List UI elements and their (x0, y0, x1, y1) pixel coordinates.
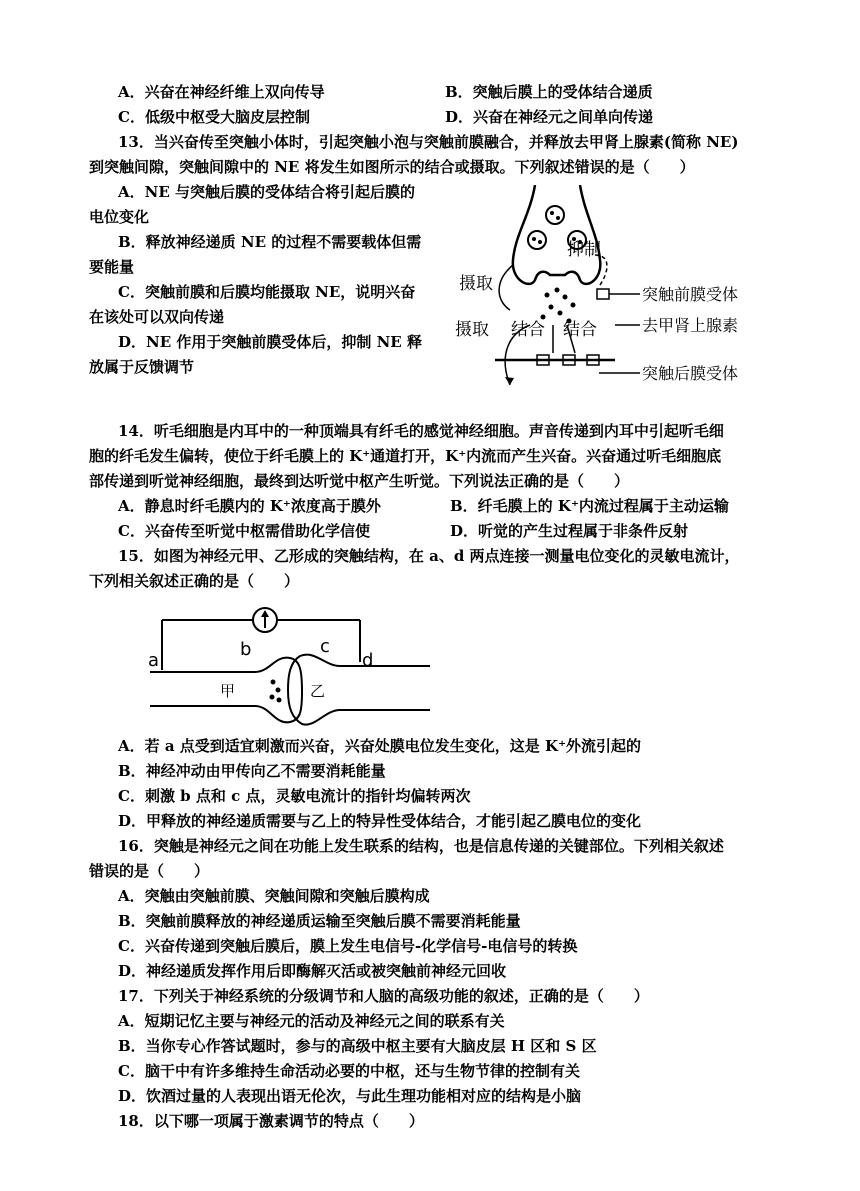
q13-option-b-line-2: 要能量 (89, 258, 135, 276)
q12-option-a: A．兴奋在神经纤维上双向传导 (118, 83, 325, 101)
q14-option-d: D．听觉的产生过程属于非条件反射 (450, 522, 689, 540)
label-pre-receptor: 突触前膜受体 (642, 285, 739, 304)
q13-stem-line-1: 13．当兴奋传至突触小体时，引起突触小泡与突触前膜融合，并释放去甲肾上腺素(简称 NE) (118, 133, 739, 151)
label-jia: 甲 (220, 682, 236, 700)
q14-stem-line-1: 14．听毛细胞是内耳中的一种顶端具有纤毛的感觉神经细胞。声音传递到内耳中引起听毛细 (118, 422, 724, 440)
q13-option-d-line-2: 放属于反馈调节 (89, 358, 195, 376)
q13-option-d-line-1: D．NE 作用于突触前膜受体后，抑制 NE 释 (118, 333, 422, 351)
q14-stem-line-3: 部传递到听觉神经细胞，最终到达听觉中枢产生听觉。下列说法正确的是（ ） (89, 472, 630, 490)
q12-option-b: B．突触后膜上的受体结合递质 (445, 83, 653, 101)
q16-stem-line-1: 16．突触是神经元之间在功能上发生联系的结构，也是信息传递的关键部位。下列相关叙述 (118, 837, 724, 855)
synapse-ne-figure (455, 185, 785, 395)
synapse-galvanometer-figure (140, 600, 440, 730)
q15-option-c: C．刺激 b 点和 c 点，灵敏电流计的指针均偏转两次 (118, 787, 471, 805)
label-yi: 乙 (310, 682, 326, 700)
q12-option-d: D．兴奋在神经元之间单向传递 (445, 108, 654, 126)
q16-option-c: C．兴奋传递到突触后膜后，膜上发生电信号-化学信号-电信号的转换 (118, 937, 578, 955)
label-uptake-2: 摄取 (455, 320, 489, 340)
label-uptake-1: 摄取 (459, 274, 493, 294)
q17-option-c: C．脑干中有许多维持生命活动必要的中枢，还与生物节律的控制有关 (118, 1062, 580, 1080)
label-b: b (240, 639, 252, 660)
q15-option-a: A．若 a 点受到适宜刺激而兴奋，兴奋处膜电位发生变化，这是 K⁺外流引起的 (118, 737, 641, 755)
q15-stem-line-2: 下列相关叙述正确的是（ ） (89, 572, 300, 590)
q14-option-c: C．兴奋传至听觉中枢需借助化学信使 (118, 522, 370, 540)
q15-option-b: B．神经冲动由甲传向乙不需要消耗能量 (118, 762, 386, 780)
label-bind-2: 结合 (563, 320, 597, 340)
label-d: d (362, 650, 374, 671)
label-bind-1: 结合 (511, 320, 545, 340)
label-post-receptor: 突触后膜受体 (642, 364, 739, 383)
q16-option-d: D．神经递质发挥作用后即酶解灭活或被突触前神经元回收 (118, 962, 507, 980)
q13-option-c-line-1: C．突触前膜和后膜均能摄取 NE，说明兴奋 (118, 283, 416, 301)
q18-stem: 18．以下哪一项属于激素调节的特点（ ） (118, 1112, 424, 1130)
q14-stem-line-2: 胞的纤毛发生偏转，使位于纤毛膜上的 K⁺通道打开，K⁺内流而产生兴奋。兴奋通过听毛细胞底 (89, 447, 722, 465)
q13-stem-line-2: 到突触间隙，突触间隙中的 NE 将发生如图所示的结合或摄取。下列叙述错误的是（ ） (89, 158, 695, 176)
q14-option-b: B．纤毛膜上的 K⁺内流过程属于主动运输 (450, 497, 729, 515)
q17-option-b: B．当你专心作答试题时，参与的高级中枢主要有大脑皮层 H 区和 S 区 (118, 1037, 597, 1055)
q15-option-d: D．甲释放的神经递质需要与乙上的特异性受体结合，才能引起乙膜电位的变化 (118, 812, 642, 830)
label-ne: 去甲肾上腺素 (642, 316, 739, 335)
q12-option-c: C．低级中枢受大脑皮层控制 (118, 108, 310, 126)
q17-stem: 17．下列关于神经系统的分级调节和人脑的高级功能的叙述，正确的是（ ） (118, 987, 649, 1005)
q13-option-b-line-1: B．释放神经递质 NE 的过程不需要载体但需 (118, 233, 422, 251)
label-c: c (320, 636, 330, 657)
q16-stem-line-2: 错误的是（ ） (89, 862, 210, 880)
q13-option-c-line-2: 在该处可以双向传递 (89, 308, 225, 326)
q17-option-d: D．饮酒过量的人表现出语无伦次，与此生理功能相对应的结构是小脑 (118, 1087, 582, 1105)
q16-option-b: B．突触前膜释放的神经递质运输至突触后膜不需要消耗能量 (118, 912, 521, 930)
q13-option-a-line-2: 电位变化 (89, 208, 150, 226)
q16-option-a: A．突触由突触前膜、突触间隙和突触后膜构成 (118, 887, 430, 905)
q14-option-a: A．静息时纤毛膜内的 K⁺浓度高于膜外 (118, 497, 381, 515)
q15-stem-line-1: 15．如图为神经元甲、乙形成的突触结构，在 a、d 两点连接一测量电位变化的灵敏电流计， (118, 547, 740, 565)
label-inhibit: 抑制 (567, 240, 601, 260)
q13-option-a-line-1: A．NE 与突触后膜的受体结合将引起后膜的 (118, 183, 416, 201)
q17-option-a: A．短期记忆主要与神经元的活动及神经元之间的联系有关 (118, 1012, 505, 1030)
label-a: a (148, 650, 160, 671)
